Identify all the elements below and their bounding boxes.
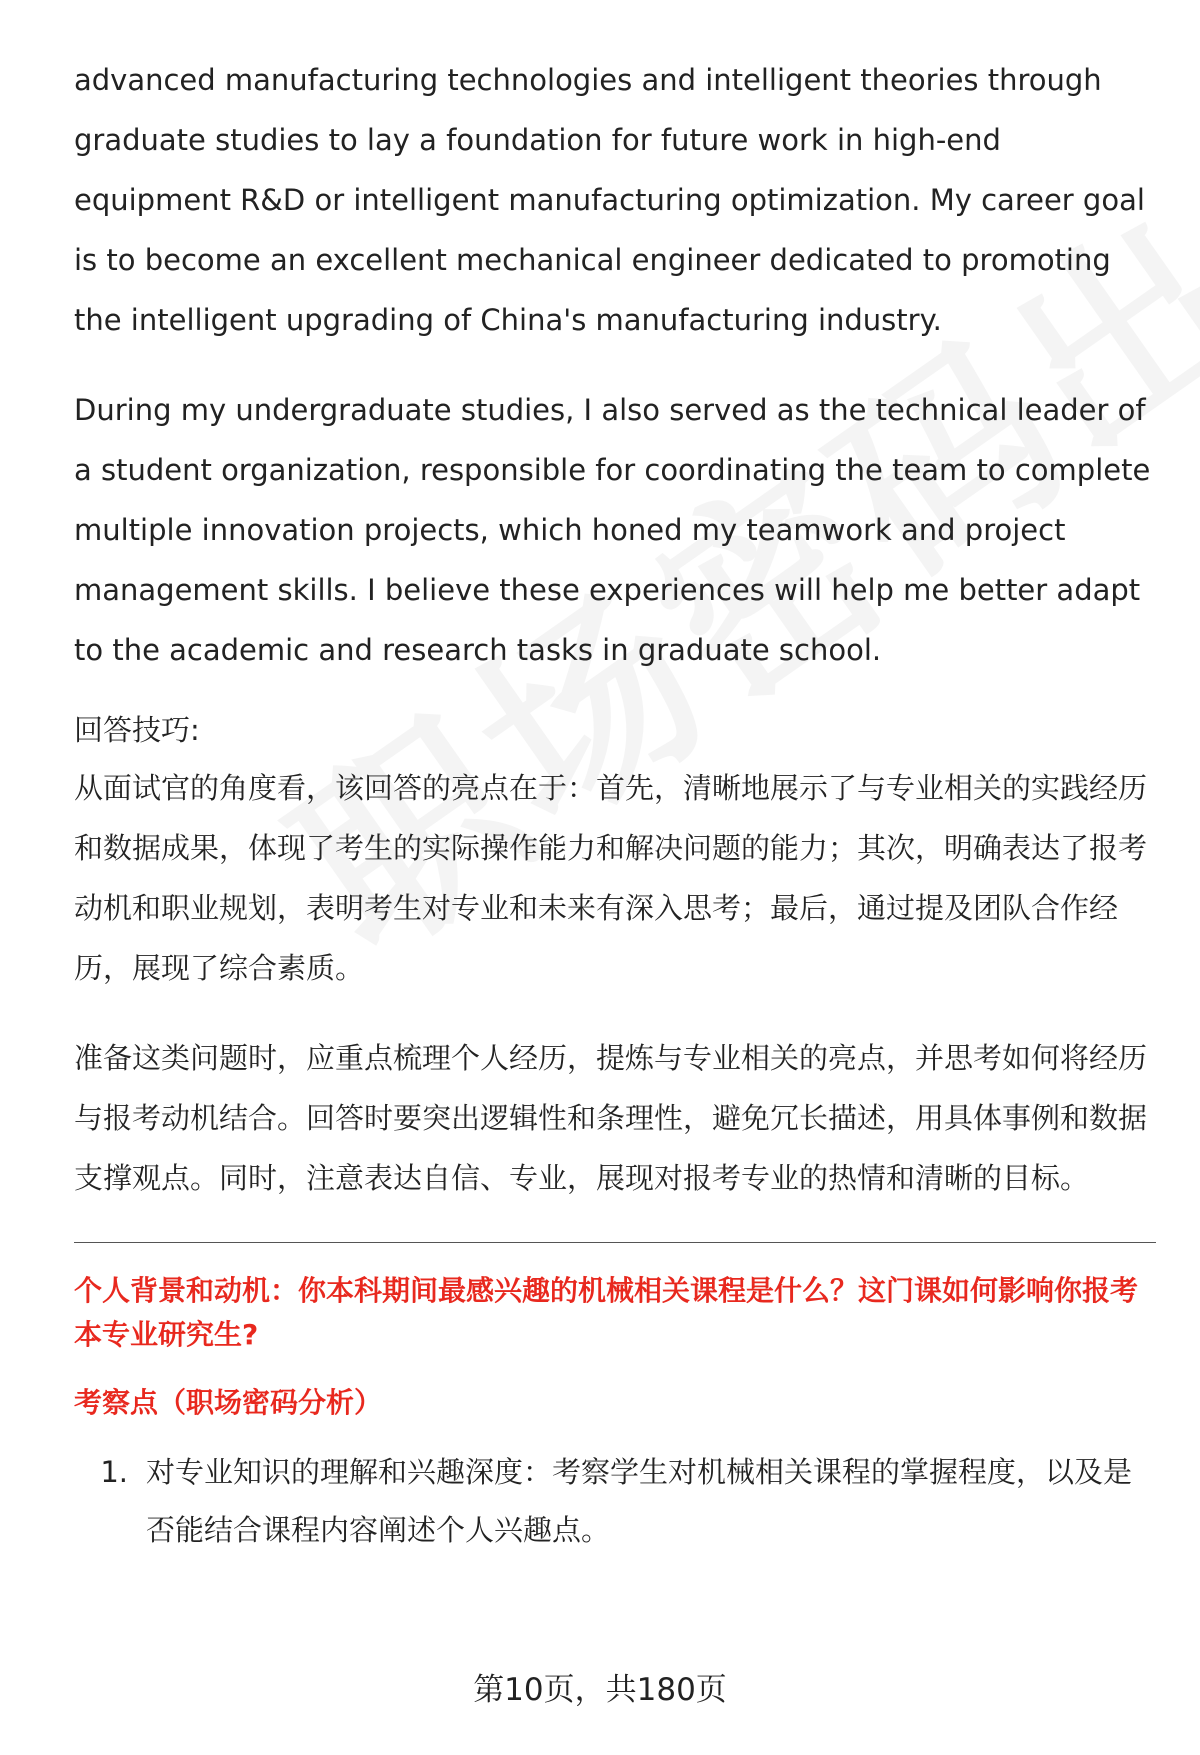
analysis-section-title: 考察点（职场密码分析） <box>74 1386 383 1419</box>
tips-paragraph-highlights: 从面试官的角度看，该回答的亮点在于：首先，清晰地展示了与专业相关的实践经历和数据成果，体现了考生的实际操作能力和解决问题的能力；其次，明确表达了报考动机和职业规划，表明考生对专业和未来有深入思考；最后，通过提及团队合作经历，展现了综合素质。 <box>74 771 1148 985</box>
page-number-footer: 第10页，共180页 <box>473 1672 727 1708</box>
tips-paragraph-preparation: 准备这类问题时，应重点梳理个人经历，提炼与专业相关的亮点，并思考如何将经历与报考动机结合。回答时要突出逻辑性和条理性，避免冗长描述，用具体事例和数据支撑观点。同时，注意表达自信、专业，展现对报考专业的热情和清晰的目标。 <box>74 1041 1148 1195</box>
paragraph-career-goal: advanced manufacturing technologies and intelligent theories through graduate studies to lay a foundation for future work in high-end equipment R&D or intelligent manufacturing optimization. My career goal is to become an excellent mechanical engineer dedicated to promoting the intelligent upgrading of China's manufacturing industry. <box>74 63 1145 337</box>
list-item-text: 对专业知识的理解和兴趣深度：考察学生对机械相关课程的掌握程度，以及是否能结合课程内容阐述个人兴趣点。 <box>146 1455 1133 1547</box>
section-divider <box>74 1242 1156 1243</box>
list-item-number: 1. <box>100 1455 128 1489</box>
page-content <box>74 50 1156 1559</box>
list-item <box>74 1443 1156 1559</box>
tips-label: 回答技巧: <box>74 713 200 747</box>
question-heading: 个人背景和动机：你本科期间最感兴趣的机械相关课程是什么？这门课如何影响你报考本专业研究生? <box>74 1274 1139 1351</box>
paragraph-undergraduate-leadership: During my undergraduate studies, I also served as the technical leader of a student organization, responsible for coordinating the team to complete multiple innovation projects, which honed my teamwork and project management skills. I believe these experiences will help me better adapt to the academic and research tasks in graduate school. <box>74 393 1151 667</box>
